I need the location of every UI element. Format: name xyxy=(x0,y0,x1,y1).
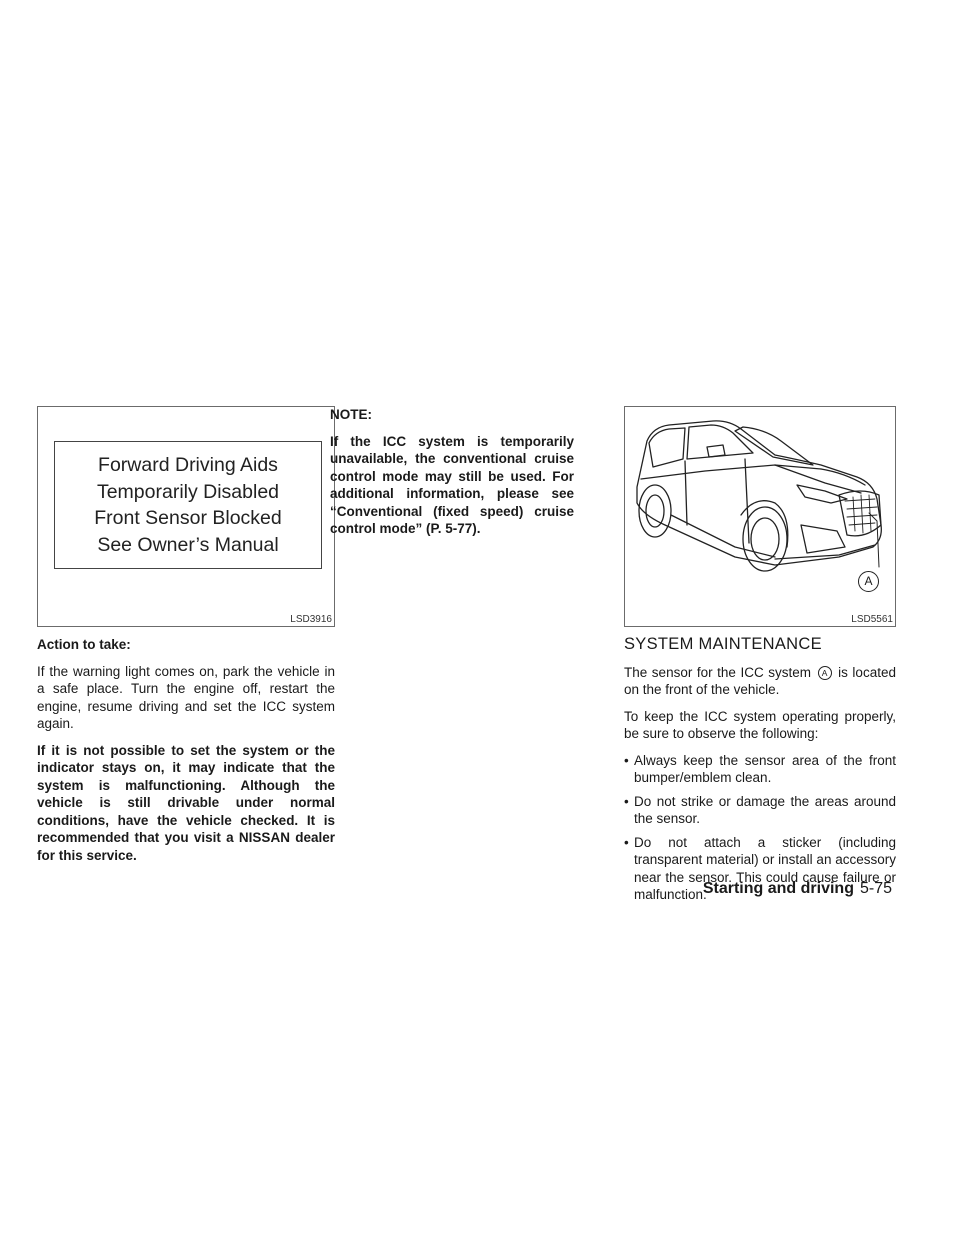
section-title: SYSTEM MAINTENANCE xyxy=(624,635,822,653)
page-footer xyxy=(703,879,892,899)
list-item: • Do not strike or damage the areas around the sensor. xyxy=(624,793,896,828)
callout-a-inline: A xyxy=(818,666,832,680)
note-heading: NOTE: xyxy=(330,407,372,422)
sensor-text-before: The sensor for the ICC system xyxy=(624,664,812,680)
sensor-text-after: is located on the front of the vehicle. xyxy=(624,664,896,697)
list-item: • Do not attach a sticker (including transparent material) or install an accessory near the sensor. This could cause failure or malfunction. xyxy=(624,834,896,904)
display-line: Temporarily Disabled xyxy=(96,480,280,503)
list-item: • Always keep the sensor area of the front bumper/emblem clean. xyxy=(624,752,896,787)
action-heading: Action to take: xyxy=(37,637,131,652)
figure-code: LSD5561 xyxy=(851,614,893,625)
display-line: Front Sensor Blocked xyxy=(94,507,282,529)
middle-column xyxy=(330,406,574,547)
footer-section: Starting and driving xyxy=(702,880,854,897)
sensor-location-paragraph xyxy=(624,664,896,699)
maintenance-paragraph: To keep the ICC system operating properly, be sure to observe the following: xyxy=(624,708,896,741)
callout-a-marker: A xyxy=(858,571,879,592)
note-paragraph: If the ICC system is temporarily unavailable, the conventional cruise control mode may still be used. For additional information, please see “Conventional (fixed speed) cruise control mode” (P. 5-77). xyxy=(330,433,574,536)
left-column xyxy=(37,636,335,873)
figure-code: LSD3916 xyxy=(290,614,332,625)
display-line: See Owner’s Manual xyxy=(97,533,279,556)
malfunction-paragraph: If it is not possible to set the system or the indicator stays on, it may indicate that the system is malfunctioning. Although the vehicle is still drivable under normal conditions, have the vehicle checked. It is recommended that you visit a NISSAN dealer for this service. xyxy=(37,742,335,863)
figure-vehicle-sensor xyxy=(624,406,896,627)
footer-page-number: 5-75 xyxy=(859,880,892,897)
action-paragraph: If the warning light comes on, park the vehicle in a safe place. Turn the engine off, restart the engine, resume driving and set the ICC system again. xyxy=(37,663,335,731)
right-column xyxy=(624,636,896,910)
display-line: Forward Driving Aids xyxy=(98,454,278,476)
figure-warning-display xyxy=(37,406,335,627)
display-message-box xyxy=(54,441,322,569)
vehicle-illustration xyxy=(625,407,895,626)
